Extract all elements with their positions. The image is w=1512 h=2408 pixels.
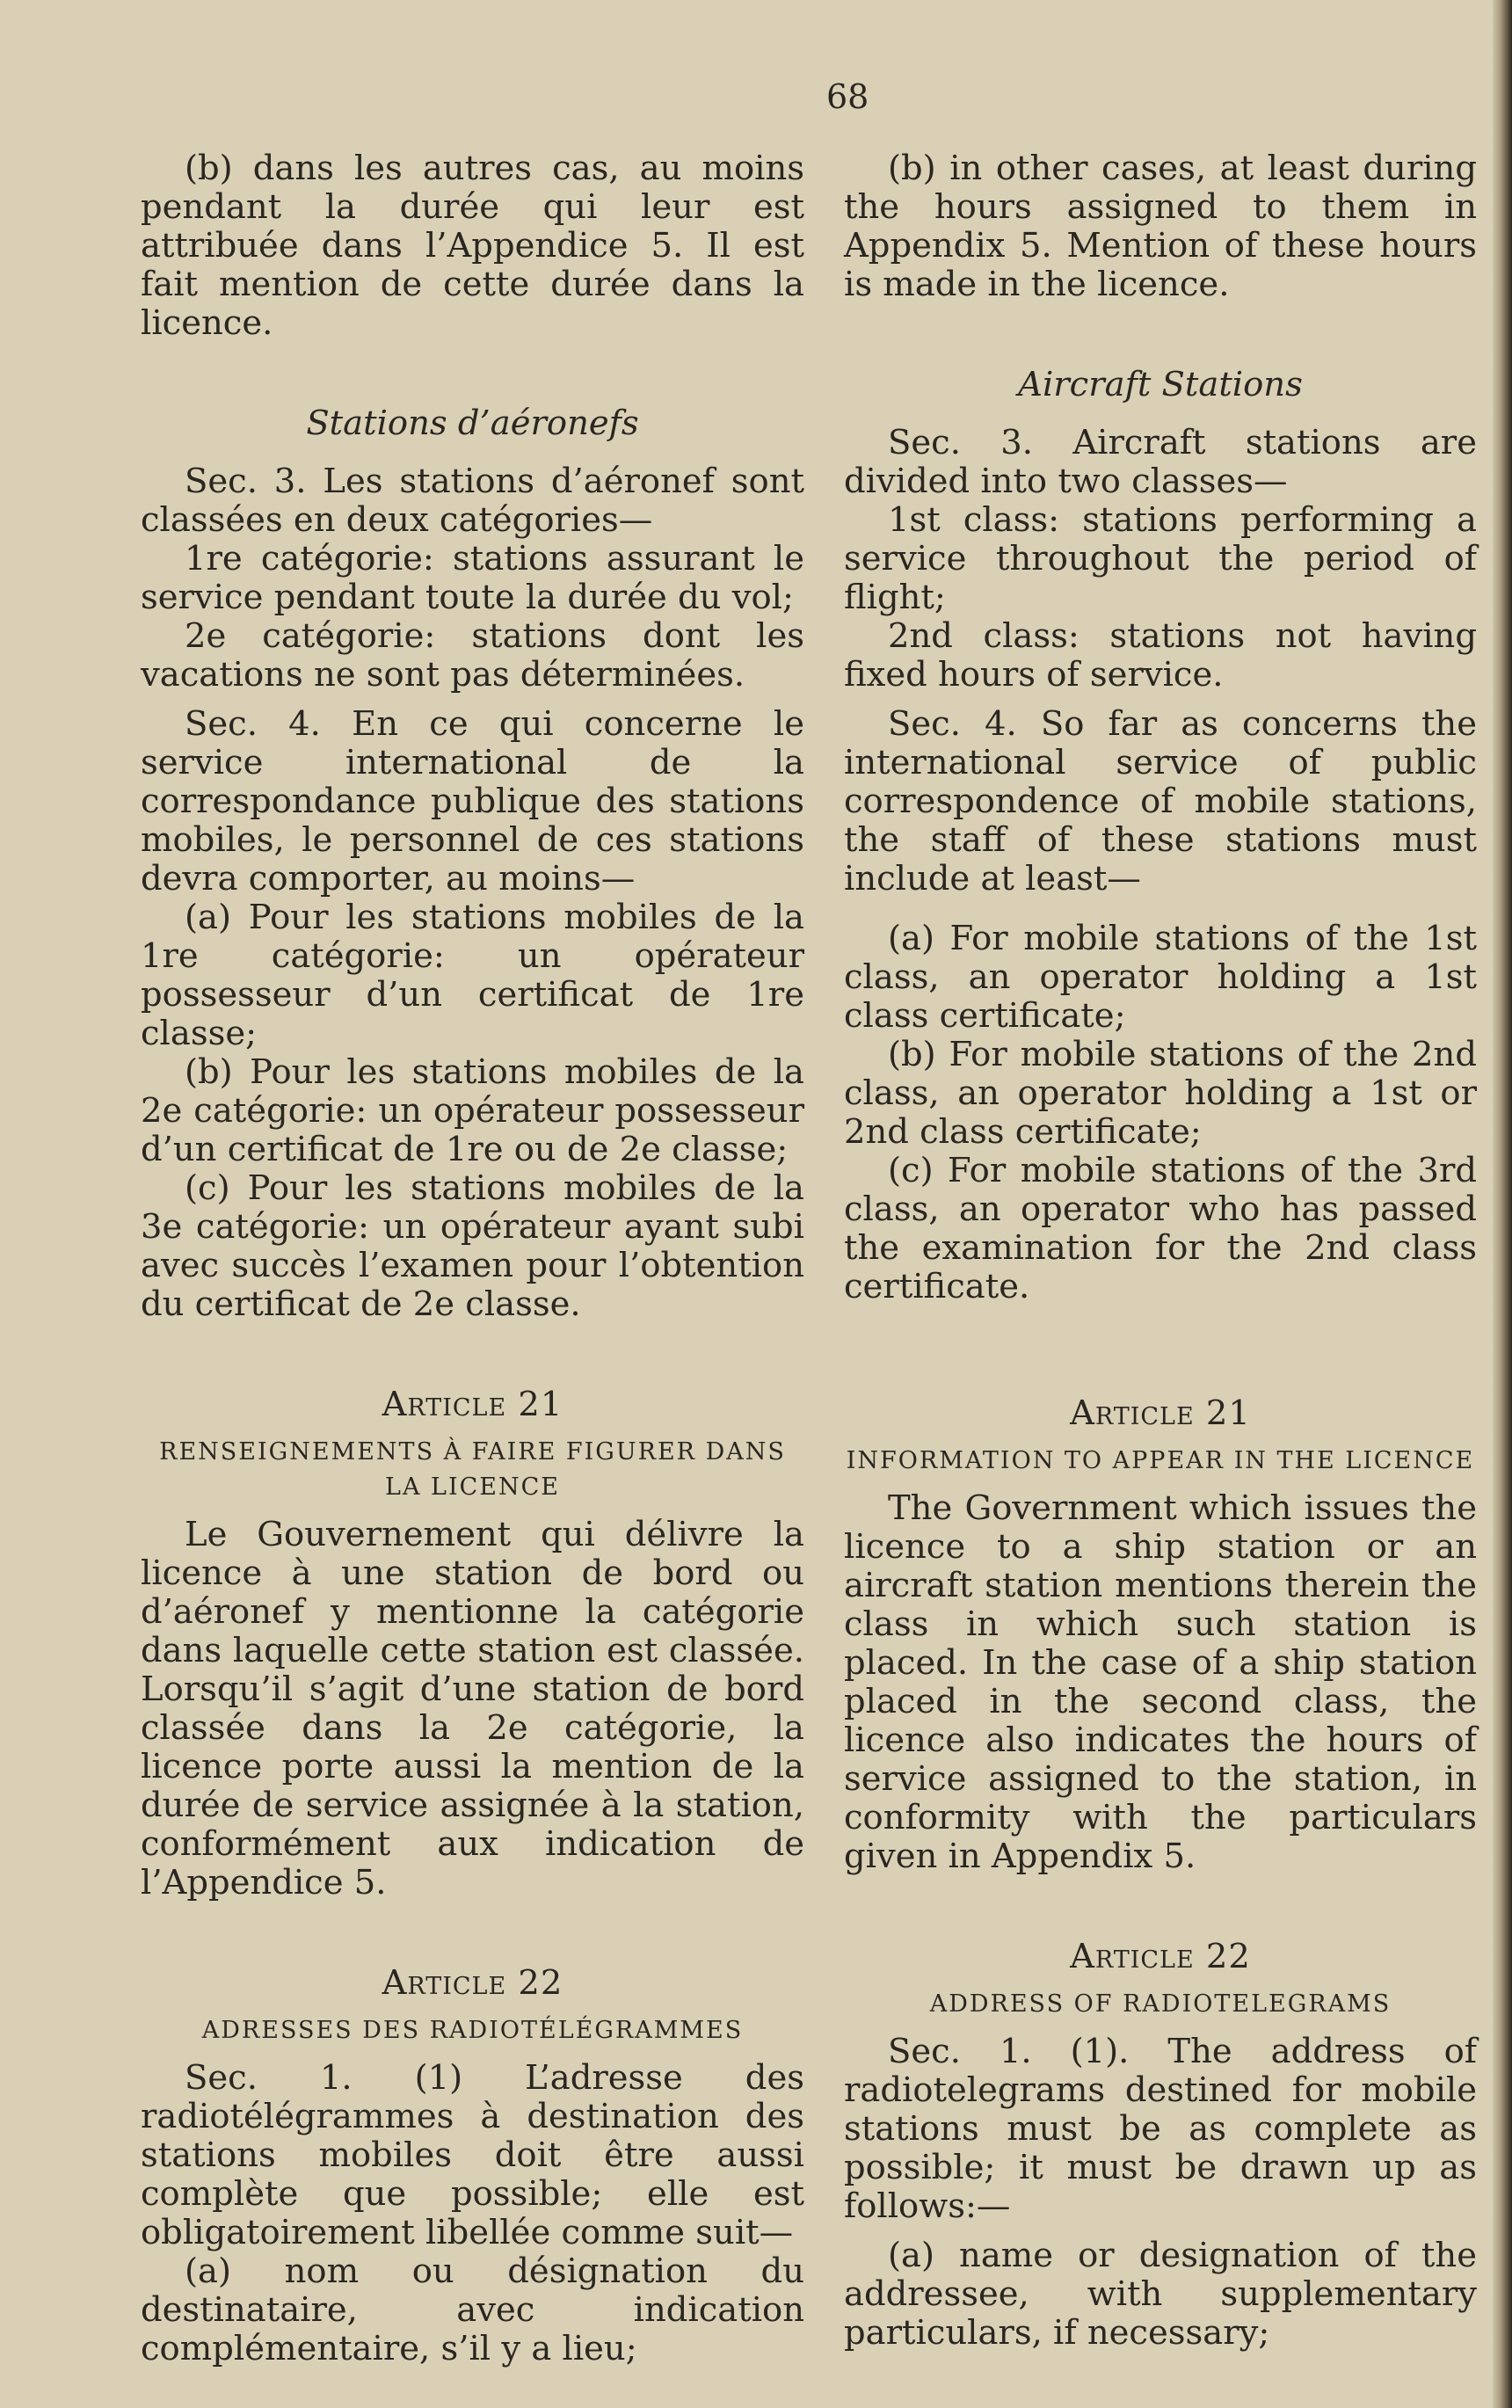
- article-heading: Article 21: [382, 1385, 563, 1424]
- paragraph: Sec. 4. En ce qui concerne le service international de la correspondance publique des stations mobiles, le personnel de ces stations devra comporter, au moins—: [141, 704, 804, 898]
- paragraph: (a) Pour les stations mobiles de la 1re catégorie: un opérateur possesseur d’un certificat de 1re classe;: [141, 898, 804, 1053]
- article-heading: Article 22: [1070, 1937, 1251, 1976]
- paragraph: (c) For mobile stations of the 3rd class, an operator who has passed the examination for the 2nd class certificate.: [844, 1151, 1477, 1306]
- paragraph: Sec. 1. (1). The address of radiotelegrams destined for mobile stations must be as complete as possible; it must be drawn up as follows:—: [844, 2032, 1477, 2226]
- paragraph: (a) name or designation of the addressee, with supplementary particulars, if necessary;: [844, 2236, 1477, 2353]
- paragraph: (b) in other cases, at least during the hours assigned to them in Appendix 5. Mention of these hours is made in the licence.: [844, 149, 1477, 304]
- paragraph: Sec. 3. Les stations d’aéronef sont classées en deux catégories—: [141, 462, 804, 540]
- section-heading: Aircraft Stations: [1018, 365, 1303, 404]
- paragraph: (c) Pour les stations mobiles de la 3e catégorie: un opérateur ayant subi avec succès l’examen pour l’obtention du certificat de 2e classe.: [141, 1168, 804, 1324]
- article-subheading: INFORMATION TO APPEAR IN THE LICENCE: [846, 1447, 1475, 1474]
- page-binding-edge: [1493, 0, 1512, 2408]
- paragraph: 1re catégorie: stations assurant le service pendant toute la durée du vol;: [141, 539, 804, 617]
- paragraph: 2nd class: stations not having fixed hours of service.: [844, 616, 1477, 695]
- paragraph: 1st class: stations performing a service throughout the period of flight;: [844, 500, 1477, 617]
- section-heading: Stations d’aéronefs: [306, 404, 639, 443]
- paragraph: The Government which issues the licence to a ship station or an aircraft station mentions therein the class in which such station is placed. In the case of a ship station placed in the second class, the licence also indicates the hours of service assigned to the station, in conformity with the particulars given in Appendix 5.: [844, 1488, 1477, 1876]
- article-heading: Article 21: [1070, 1393, 1251, 1433]
- paragraph: Sec. 3. Aircraft stations are divided into two classes—: [844, 423, 1477, 501]
- article-subheading: ADDRESS OF RADIOTELEGRAMS: [929, 1990, 1392, 2018]
- paragraph: (a) For mobile stations of the 1st class, an operator holding a 1st class certificate;: [844, 919, 1477, 1036]
- paragraph: Le Gouvernement qui délivre la licence à une station de bord ou d’aéronef y mentionne la catégorie dans laquelle cette station est classée. Lorsqu’il s’agit d’une station de bord classée dans la 2e catégorie, la licence porte aussi la mention de la durée de service assignée à la station, conformément aux indication de l’Appendice 5.: [141, 1515, 804, 1902]
- paragraph: (a) nom ou désignation du destinataire, avec indication complémentaire, s’il y a lieu;: [141, 2252, 804, 2368]
- french-column: [141, 149, 804, 2368]
- page-number: 68: [826, 77, 869, 116]
- paragraph: Sec. 1. (1) L’adresse des radiotélégrammes à destination des stations mobiles doit être aussi complète que possible; elle est obligatoirement libellée comme suit—: [141, 2058, 804, 2252]
- paragraph: (b) Pour les stations mobiles de la 2e catégorie: un opérateur possesseur d’un certificat de 1re ou de 2e classe;: [141, 1052, 804, 1169]
- article-subheading: RENSEIGNEMENTS À FAIRE FIGURER DANS LA LICENCE: [159, 1438, 786, 1501]
- english-column: [844, 149, 1477, 2353]
- paragraph: 2e catégorie: stations dont les vacations ne sont pas déterminées.: [141, 616, 804, 695]
- paragraph: (b) For mobile stations of the 2nd class, an operator holding a 1st or 2nd class certificate;: [844, 1035, 1477, 1152]
- paragraph: (b) dans les autres cas, au moins pendant la durée qui leur est attribuée dans l’Appendice 5. Il est fait mention de cette durée dans la licence.: [141, 149, 804, 343]
- article-subheading: ADRESSES DES RADIOTÉLÉGRAMMES: [201, 2017, 744, 2044]
- article-heading: Article 22: [382, 1963, 563, 2003]
- paragraph: Sec. 4. So far as concerns the international service of public correspondence of mobile stations, the staff of these stations must include at least—: [844, 704, 1477, 898]
